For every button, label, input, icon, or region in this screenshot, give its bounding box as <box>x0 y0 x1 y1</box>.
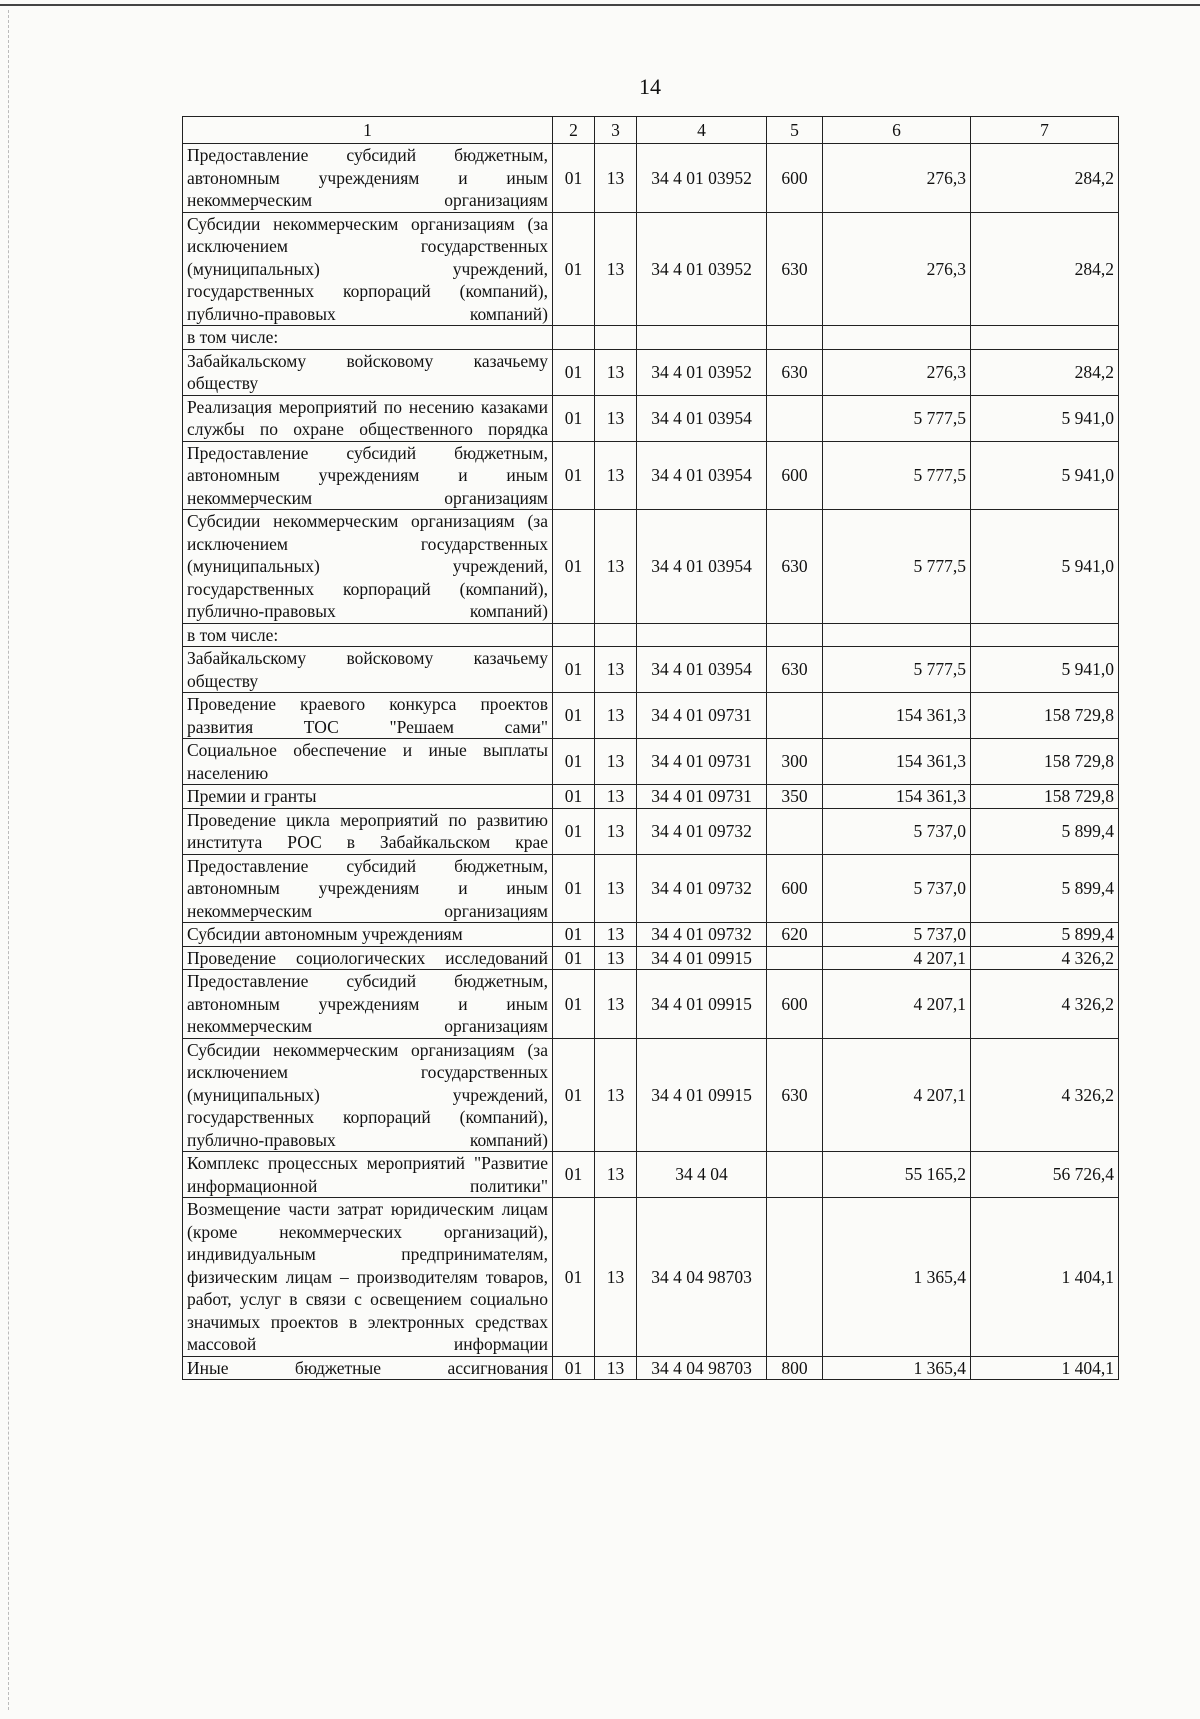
expense-type-cell: 600 <box>767 854 823 923</box>
subsection-code-cell: 13 <box>595 1152 637 1198</box>
amount-year2-cell: 4 326,2 <box>971 1038 1119 1152</box>
table-row <box>183 785 1119 809</box>
target-article-cell: 34 4 01 09731 <box>637 739 767 785</box>
target-article-cell: 34 4 01 09731 <box>637 785 767 809</box>
description-cell: Субсидии некоммерческим организациям (за исключением государственных (муниципальных) учреждений, государственных корпораций (компаний), публично-правовых компаний) <box>183 1038 553 1152</box>
amount-year1-cell: 276,3 <box>823 349 971 395</box>
subsection-code-cell: 13 <box>595 739 637 785</box>
target-article-cell: 34 4 01 09915 <box>637 970 767 1039</box>
amount-year2-cell: 5 899,4 <box>971 808 1119 854</box>
table-row <box>183 693 1119 739</box>
header-cell: 7 <box>971 117 1119 144</box>
amount-year1-cell: 276,3 <box>823 144 971 213</box>
amount-year1-cell: 5 777,5 <box>823 510 971 624</box>
table-row <box>183 144 1119 213</box>
description-cell: Забайкальскому войсковому казачьему обществу <box>183 349 553 395</box>
table-row <box>183 623 1119 647</box>
amount-year2-cell: 1 404,1 <box>971 1198 1119 1357</box>
expense-type-cell: 620 <box>767 923 823 947</box>
target-article-cell: 34 4 01 09732 <box>637 854 767 923</box>
amount-year2-cell: 5 899,4 <box>971 923 1119 947</box>
expense-type-cell: 630 <box>767 647 823 693</box>
table-row <box>183 923 1119 947</box>
subsection-code-cell: 13 <box>595 1356 637 1380</box>
expense-type-cell: 300 <box>767 739 823 785</box>
amount-year2-cell: 158 729,8 <box>971 785 1119 809</box>
amount-year2-cell: 158 729,8 <box>971 739 1119 785</box>
description-cell: Предоставление субсидий бюджетным, автономным учреждениям и иным некоммерческим организациям <box>183 441 553 510</box>
description-cell: Проведение цикла мероприятий по развитию института РОС в Забайкальском крае <box>183 808 553 854</box>
expense-type-cell: 630 <box>767 212 823 326</box>
expense-type-cell <box>767 395 823 441</box>
expense-type-cell <box>767 623 823 647</box>
section-code-cell: 01 <box>553 441 595 510</box>
target-article-cell: 34 4 01 09732 <box>637 808 767 854</box>
description-cell: Предоставление субсидий бюджетным, автономным учреждениям и иным некоммерческим организациям <box>183 144 553 213</box>
amount-year1-cell: 5 737,0 <box>823 923 971 947</box>
description-cell: Премии и гранты <box>183 785 553 809</box>
expense-type-cell: 600 <box>767 441 823 510</box>
amount-year1-cell: 154 361,3 <box>823 785 971 809</box>
table-row <box>183 1152 1119 1198</box>
amount-year2-cell: 1 404,1 <box>971 1356 1119 1380</box>
expense-type-cell: 630 <box>767 1038 823 1152</box>
description-cell: Субсидии автономным учреждениям <box>183 923 553 947</box>
amount-year2-cell: 5 941,0 <box>971 441 1119 510</box>
header-cell: 3 <box>595 117 637 144</box>
section-code-cell: 01 <box>553 1038 595 1152</box>
section-code-cell: 01 <box>553 510 595 624</box>
expense-type-cell: 600 <box>767 970 823 1039</box>
subsection-code-cell: 13 <box>595 923 637 947</box>
amount-year1-cell <box>823 623 971 647</box>
expense-type-cell <box>767 693 823 739</box>
section-code-cell: 01 <box>553 946 595 970</box>
target-article-cell: 34 4 04 <box>637 1152 767 1198</box>
subsection-code-cell: 13 <box>595 647 637 693</box>
target-article-cell: 34 4 01 03952 <box>637 212 767 326</box>
description-cell: в том числе: <box>183 326 553 350</box>
description-cell: Проведение социологических исследований <box>183 946 553 970</box>
target-article-cell: 34 4 01 03954 <box>637 395 767 441</box>
table-row <box>183 1038 1119 1152</box>
description-cell: Возмещение части затрат юридическим лицам (кроме некоммерческих организаций), индивидуальным предпринимателям, физическим лицам – производителям товаров, работ, услуг в связи с освещением социально значимых проектов в электронных средствах массовой информации <box>183 1198 553 1357</box>
table-row <box>183 647 1119 693</box>
expense-type-cell <box>767 1152 823 1198</box>
expense-type-cell: 350 <box>767 785 823 809</box>
target-article-cell: 34 4 04 98703 <box>637 1356 767 1380</box>
expense-type-cell: 600 <box>767 144 823 213</box>
description-cell: Субсидии некоммерческим организациям (за исключением государственных (муниципальных) учреждений, государственных корпораций (компаний), публично-правовых компаний) <box>183 212 553 326</box>
table-row <box>183 395 1119 441</box>
subsection-code-cell: 13 <box>595 510 637 624</box>
subsection-code-cell: 13 <box>595 1038 637 1152</box>
amount-year1-cell <box>823 326 971 350</box>
section-code-cell: 01 <box>553 923 595 947</box>
table-row <box>183 349 1119 395</box>
amount-year2-cell <box>971 623 1119 647</box>
target-article-cell: 34 4 01 03952 <box>637 144 767 213</box>
subsection-code-cell: 13 <box>595 212 637 326</box>
amount-year2-cell: 158 729,8 <box>971 693 1119 739</box>
target-article-cell: 34 4 01 09732 <box>637 923 767 947</box>
section-code-cell: 01 <box>553 349 595 395</box>
amount-year2-cell: 4 326,2 <box>971 946 1119 970</box>
description-cell: Реализация мероприятий по несению казаками службы по охране общественного порядка <box>183 395 553 441</box>
table-row <box>183 212 1119 326</box>
table-row <box>183 808 1119 854</box>
table-row <box>183 970 1119 1039</box>
amount-year1-cell: 5 777,5 <box>823 441 971 510</box>
table-row <box>183 510 1119 624</box>
amount-year1-cell: 4 207,1 <box>823 1038 971 1152</box>
header-cell: 4 <box>637 117 767 144</box>
amount-year2-cell <box>971 326 1119 350</box>
description-cell: Комплекс процессных мероприятий "Развитие информационной политики" <box>183 1152 553 1198</box>
subsection-code-cell: 13 <box>595 349 637 395</box>
table-row <box>183 946 1119 970</box>
subsection-code-cell <box>595 623 637 647</box>
target-article-cell: 34 4 04 98703 <box>637 1198 767 1357</box>
header-cell: 6 <box>823 117 971 144</box>
amount-year1-cell: 154 361,3 <box>823 739 971 785</box>
table-row <box>183 1198 1119 1357</box>
amount-year2-cell: 284,2 <box>971 212 1119 326</box>
section-code-cell: 01 <box>553 1356 595 1380</box>
amount-year2-cell: 5 941,0 <box>971 647 1119 693</box>
table-row <box>183 326 1119 350</box>
description-cell: Предоставление субсидий бюджетным, автономным учреждениям и иным некоммерческим организациям <box>183 854 553 923</box>
target-article-cell: 34 4 01 09915 <box>637 1038 767 1152</box>
table-row <box>183 854 1119 923</box>
amount-year1-cell: 1 365,4 <box>823 1198 971 1357</box>
amount-year1-cell: 5 737,0 <box>823 808 971 854</box>
header-cell: 2 <box>553 117 595 144</box>
amount-year1-cell: 154 361,3 <box>823 693 971 739</box>
target-article-cell <box>637 326 767 350</box>
expense-type-cell <box>767 946 823 970</box>
description-cell: Проведение краевого конкурса проектов развития ТОС "Решаем сами" <box>183 693 553 739</box>
top-border-line <box>0 4 1200 6</box>
amount-year2-cell: 5 941,0 <box>971 510 1119 624</box>
amount-year2-cell: 4 326,2 <box>971 970 1119 1039</box>
section-code-cell: 01 <box>553 647 595 693</box>
target-article-cell: 34 4 01 09915 <box>637 946 767 970</box>
subsection-code-cell: 13 <box>595 144 637 213</box>
subsection-code-cell: 13 <box>595 854 637 923</box>
expense-type-cell <box>767 326 823 350</box>
amount-year2-cell: 284,2 <box>971 349 1119 395</box>
target-article-cell: 34 4 01 03954 <box>637 647 767 693</box>
description-cell: Иные бюджетные ассигнования <box>183 1356 553 1380</box>
target-article-cell <box>637 623 767 647</box>
expense-type-cell <box>767 808 823 854</box>
section-code-cell: 01 <box>553 854 595 923</box>
subsection-code-cell: 13 <box>595 693 637 739</box>
amount-year1-cell: 5 737,0 <box>823 854 971 923</box>
subsection-code-cell: 13 <box>595 970 637 1039</box>
subsection-code-cell <box>595 326 637 350</box>
expense-type-cell: 630 <box>767 349 823 395</box>
section-code-cell: 01 <box>553 739 595 785</box>
table-row <box>183 739 1119 785</box>
section-code-cell: 01 <box>553 395 595 441</box>
header-cell: 5 <box>767 117 823 144</box>
description-cell: Забайкальскому войсковому казачьему обществу <box>183 647 553 693</box>
section-code-cell: 01 <box>553 1198 595 1357</box>
table-header-row <box>183 117 1119 144</box>
amount-year1-cell: 4 207,1 <box>823 946 971 970</box>
table-row <box>183 441 1119 510</box>
subsection-code-cell: 13 <box>595 441 637 510</box>
page-number: 14 <box>639 74 661 99</box>
amount-year2-cell: 5 941,0 <box>971 395 1119 441</box>
amount-year2-cell: 284,2 <box>971 144 1119 213</box>
subsection-code-cell: 13 <box>595 1198 637 1357</box>
amount-year1-cell: 4 207,1 <box>823 970 971 1039</box>
subsection-code-cell: 13 <box>595 785 637 809</box>
amount-year1-cell: 276,3 <box>823 212 971 326</box>
target-article-cell: 34 4 01 03952 <box>637 349 767 395</box>
section-code-cell: 01 <box>553 808 595 854</box>
amount-year1-cell: 1 365,4 <box>823 1356 971 1380</box>
expense-type-cell: 630 <box>767 510 823 624</box>
section-code-cell: 01 <box>553 693 595 739</box>
target-article-cell: 34 4 01 09731 <box>637 693 767 739</box>
description-cell: Субсидии некоммерческим организациям (за исключением государственных (муниципальных) учреждений, государственных корпораций (компаний), публично-правовых компаний) <box>183 510 553 624</box>
description-cell: Предоставление субсидий бюджетным, автономным учреждениям и иным некоммерческим организациям <box>183 970 553 1039</box>
table-row <box>183 1356 1119 1380</box>
section-code-cell <box>553 326 595 350</box>
target-article-cell: 34 4 01 03954 <box>637 510 767 624</box>
target-article-cell: 34 4 01 03954 <box>637 441 767 510</box>
section-code-cell: 01 <box>553 1152 595 1198</box>
amount-year1-cell: 5 777,5 <box>823 395 971 441</box>
section-code-cell: 01 <box>553 970 595 1039</box>
section-code-cell: 01 <box>553 212 595 326</box>
section-code-cell <box>553 623 595 647</box>
amount-year2-cell: 56 726,4 <box>971 1152 1119 1198</box>
description-cell: Социальное обеспечение и иные выплаты населению <box>183 739 553 785</box>
subsection-code-cell: 13 <box>595 395 637 441</box>
budget-table <box>182 116 1119 1380</box>
section-code-cell: 01 <box>553 785 595 809</box>
scan-left-edge <box>8 10 9 1710</box>
description-cell: в том числе: <box>183 623 553 647</box>
subsection-code-cell: 13 <box>595 946 637 970</box>
expense-type-cell: 800 <box>767 1356 823 1380</box>
amount-year2-cell: 5 899,4 <box>971 854 1119 923</box>
subsection-code-cell: 13 <box>595 808 637 854</box>
expense-type-cell <box>767 1198 823 1357</box>
section-code-cell: 01 <box>553 144 595 213</box>
amount-year1-cell: 5 777,5 <box>823 647 971 693</box>
amount-year1-cell: 55 165,2 <box>823 1152 971 1198</box>
header-cell: 1 <box>183 117 553 144</box>
